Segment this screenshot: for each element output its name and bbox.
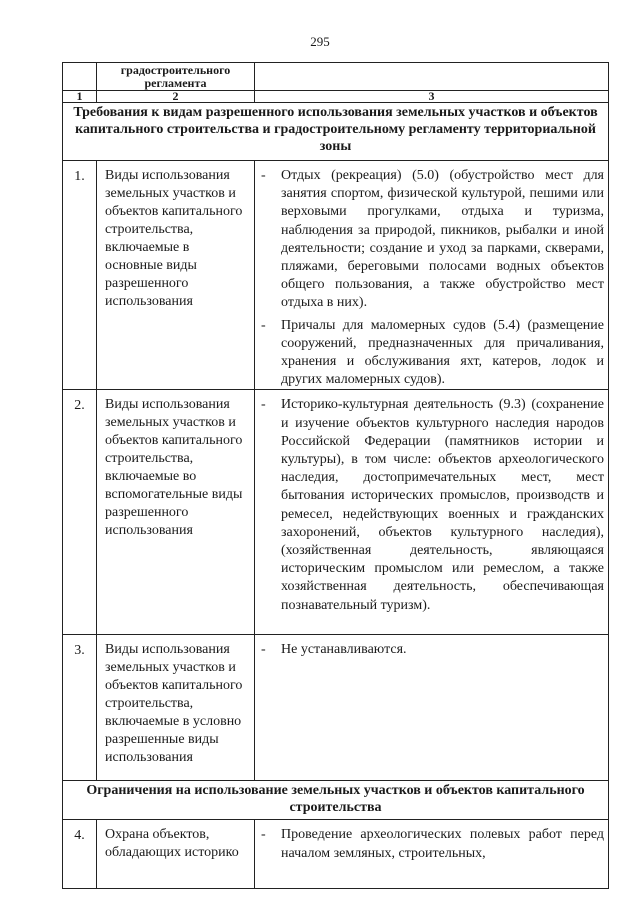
row-number: 4. xyxy=(63,820,97,889)
list-item: - Отдых (рекреация) (5.0) (обустройство мест для занятия спортом, физической культурой, пешими или верховыми прогулками, отдыха и туризма, наблюдения за природой, пикников, рыбалки и иной деятельности; создание и уход за парками, скверами, пляжами, береговыми полосами водных объектов общего пользования, а также обустройство мест отдыха в них). xyxy=(261,168,604,311)
column-number-3: 3 xyxy=(255,91,609,103)
row-name: Виды использования земельных участков и объектов капитального строительства, включаемые во вспомогательные виды разрешенного использования xyxy=(97,390,255,635)
page-number: 295 xyxy=(310,34,330,49)
document-table-wrap xyxy=(62,62,609,889)
row-description xyxy=(255,161,609,390)
table-row xyxy=(63,635,609,781)
header-col2-text: градостроительного регламента xyxy=(97,63,255,91)
column-number-row xyxy=(63,91,609,103)
row-name: Виды использования земельных участков и объектов капитального строительства, включаемые в основные виды разрешенного использования xyxy=(97,161,255,390)
section-1-header-row xyxy=(63,103,609,161)
section-2-title: Ограничения на использование земельных участков и объектов капитального строительства xyxy=(63,781,609,820)
column-number-2: 2 xyxy=(97,91,255,103)
row-name: Охрана объектов, обладающих историко xyxy=(97,820,255,889)
list-item: - Историко-культурная деятельность (9.3) (сохранение и изучение объектов культурного наследия народов Российской Федерации (памятников истории и культуры), в том числе: объектов археологического наследия, достопримечательных мест, мест бытования исторических промыслов, производств и ремесел, недействующих военных и гражданских захоронений, объектов культурного наследия), (хозяйственная деятельность, являющаяся историческим промыслом или ремеслом, а также хозяйственная деятельность, обеспечивающая познавательный туризм). xyxy=(261,397,604,613)
table-row xyxy=(63,820,609,889)
section-2-header-row xyxy=(63,781,609,820)
regulation-table xyxy=(62,62,609,889)
table-row xyxy=(63,161,609,390)
row-description xyxy=(255,635,609,781)
section-1-title: Требования к видам разрешенного использования земельных участков и объектов капитального строительства и градостроительному регламенту территориальной зоны xyxy=(63,103,609,161)
table-row xyxy=(63,390,609,635)
row-number: 2. xyxy=(63,390,97,635)
row-name: Виды использования земельных участков и объектов капитального строительства, включаемые в условно разрешенные виды использования xyxy=(97,635,255,781)
row-description xyxy=(255,390,609,635)
list-item: - Не устанавливаются. xyxy=(261,642,407,658)
list-item: - Причалы для маломерных судов (5.4) (размещение сооружений, предназначенных для причаливания, хранения и обслуживания яхт, катеров, лодок и других маломерных судов). xyxy=(261,317,604,388)
list-item: - Проведение археологических полевых работ перед началом земляных, строительных, xyxy=(261,827,604,861)
header-continuation-row xyxy=(63,63,609,91)
row-number: 3. xyxy=(63,635,97,781)
row-description xyxy=(255,820,609,889)
row-number: 1. xyxy=(63,161,97,390)
column-number-1: 1 xyxy=(63,91,97,103)
